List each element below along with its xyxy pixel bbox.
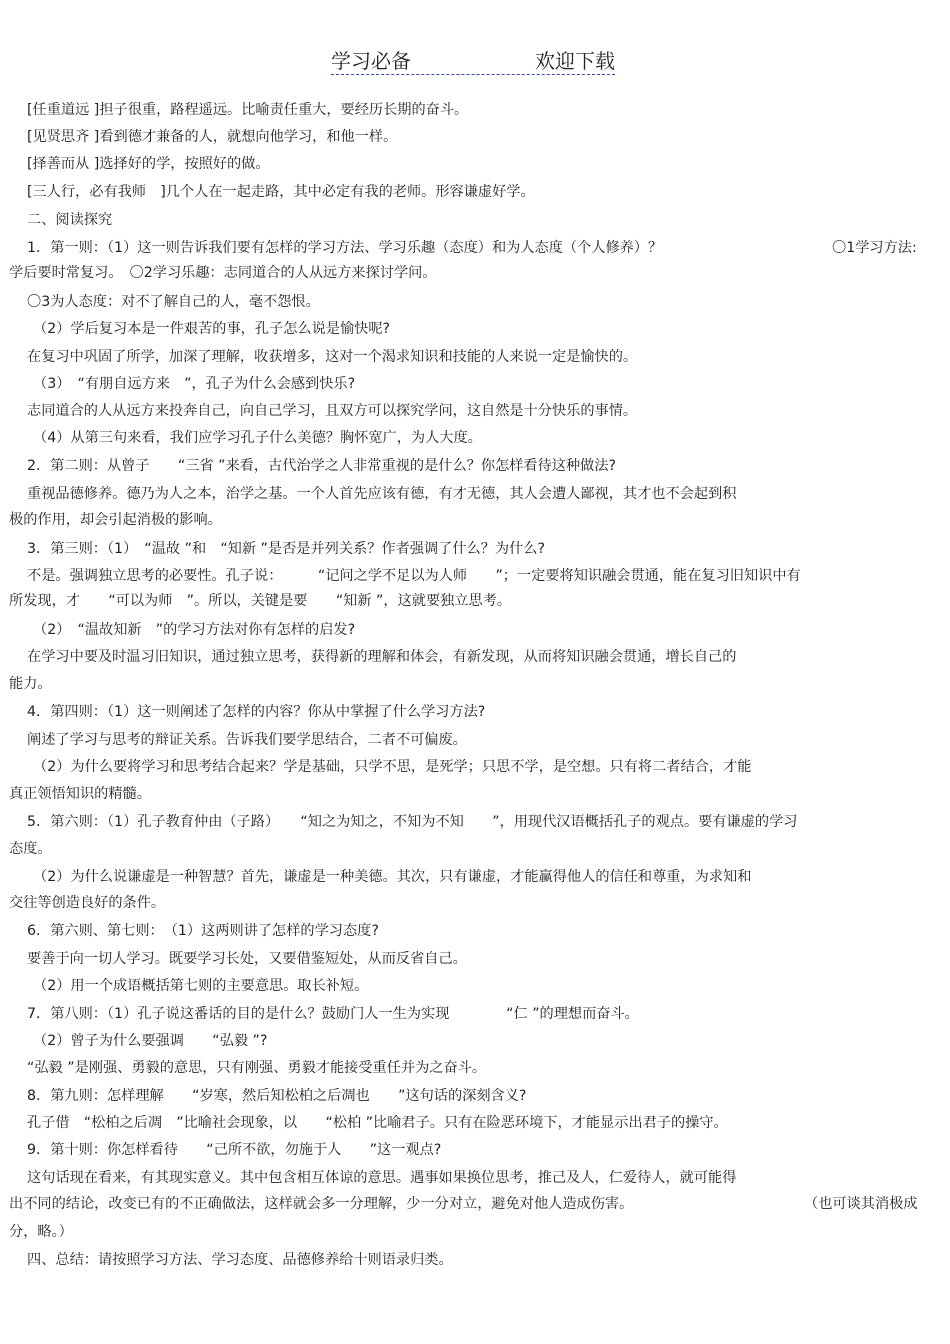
question-line: 3．第三则：（1） “温故 ”和 “知新 ”是否是并列关系？作者强调了什么？为什么?	[27, 541, 545, 557]
answer-line: 〇1学习方法:	[832, 240, 917, 256]
page-header	[331, 50, 615, 75]
question-line: 5．第六则：（1）孔子教育仲由（子路） “知之为知之，不知为不知 ”，用现代汉语概括孔子的观点。要有谦虚的学习	[27, 814, 798, 830]
question-line: （2）学后复习本是一件艰苦的事，孔子怎么说是愉快呢?	[33, 321, 391, 337]
answer-line: （也可谈其消极成	[804, 1196, 918, 1212]
answer-line: 重视品德修养。德乃为人之本，治学之基。一个人首先应该有德，有才无德，其人会遭人鄙视，其才也不会起到积	[27, 486, 737, 502]
answer-line: 孔子借 “松柏之后凋 ”比喻社会现象，以 “松柏 ”比喻君子。只有在险恶环境下，才能显示出君子的操守。	[27, 1115, 728, 1131]
answer-line: 交往等创造良好的条件。	[9, 895, 166, 911]
answer-line: 学后要时常复习。 〇2学习乐趣：志同道合的人从远方来探讨学问。	[9, 265, 437, 281]
section-heading: 二、阅读探究	[27, 212, 113, 228]
answer-line: 分，略。）	[9, 1224, 73, 1240]
answer-line: 〇3为人态度：对不了解自己的人，毫不怨恨。	[27, 294, 320, 310]
question-line: 4．第四则：（1）这一则阐述了怎样的内容？你从中掌握了什么学习方法?	[27, 704, 486, 720]
question-line: 7．第八则：（1）孔子说这番话的目的是什么？鼓励门人一生为实现 “仁 ”的理想而奋斗。	[27, 1006, 639, 1022]
answer-line: 在复习中巩固了所学，加深了理解，收获增多，这对一个渴求知识和技能的人来说一定是愉快的。	[27, 349, 638, 365]
section-heading: 四、总结：请按照学习方法、学习态度、品德修养给十则语录归类。	[27, 1252, 453, 1268]
answer-line: 这句话现在看来，有其现实意义。其中包含相互体谅的意思。遇事如果换位思考，推己及人，仁爱待人，就可能得	[27, 1170, 737, 1186]
answer-line: 真正领悟知识的精髓。	[9, 786, 151, 802]
answer-line: “弘毅 ”是刚强、勇毅的意思，只有刚强、勇毅才能接受重任并为之奋斗。	[27, 1060, 487, 1076]
question-line: （4）从第三句来看，我们应学习孔子什么美德？胸怀宽广，为人大度。	[33, 430, 482, 446]
question-line: 6．第六则、第七则： （1）这两则讲了怎样的学习态度?	[27, 923, 379, 939]
idiom-line: [三人行，必有我师 ]几个人在一起走路，其中必定有我的老师。形容谦虚好学。	[27, 184, 535, 200]
idiom-line: [择善而从 ]选择好的学，按照好的做。	[27, 156, 270, 172]
answer-line: 在学习中要及时温习旧知识，通过独立思考，获得新的理解和体会，有新发现，从而将知识融会贯通，增长自己的	[27, 649, 737, 665]
question-line: （2）为什么要将学习和思考结合起来？学是基础，只学不思，是死学；只思不学，是空想。只有将二者结合，才能	[33, 759, 752, 775]
question-line: （2）曾子为什么要强调 “弘毅 ”?	[33, 1033, 268, 1049]
idiom-line: [任重道远 ]担子很重，路程遥远。比喻责任重大，要经历长期的奋斗。	[27, 102, 469, 118]
answer-line: 极的作用，却会引起消极的影响。	[9, 512, 222, 528]
idiom-line: [见贤思齐 ]看到德才兼备的人，就想向他学习，和他一样。	[27, 129, 398, 145]
header-right-text: 欢迎下载	[535, 49, 615, 73]
question-line: 9．第十则：你怎样看待 “己所不欲，勿施于人 ”这一观点?	[27, 1142, 442, 1158]
answer-line: 所发现，才 “可以为师 ”。所以，关键是要 “知新 ”，这就要独立思考。	[9, 593, 512, 609]
question-line: （2）为什么说谦虚是一种智慧？首先，谦虚是一种美德。其次，只有谦虚，才能赢得他人的信任和尊重，为求知和	[33, 869, 752, 885]
header-left-text: 学习必备	[331, 49, 411, 73]
answer-line: 要善于向一切人学习。既要学习长处，又要借鉴短处，从而反省自己。	[27, 951, 467, 967]
answer-line: 阐述了学习与思考的辩证关系。告诉我们要学思结合，二者不可偏废。	[27, 732, 467, 748]
question-line: 1．第一则：（1）这一则告诉我们要有怎样的学习方法、学习乐趣（态度）和为人态度（个人修养）？	[27, 240, 663, 256]
answer-line: 出不同的结论，改变已有的不正确做法，这样就会多一分理解，少一分对立，避免对他人造成伤害。	[9, 1196, 634, 1212]
answer-line: 能力。	[9, 676, 52, 692]
question-line: （2）用一个成语概括第七则的主要意思。取长补短。	[33, 978, 369, 994]
answer-line: 不是。强调独立思考的必要性。孔子说： “记问之学不足以为人师 ”；一定要将知识融会贯通，能在复习旧知识中有	[27, 568, 801, 584]
question-line: （2） “温故知新 ”的学习方法对你有怎样的启发?	[33, 622, 356, 638]
answer-line: 态度。	[9, 841, 52, 857]
question-line: 8．第九则：怎样理解 “岁寒，然后知松柏之后凋也 ”这句话的深刻含义?	[27, 1088, 527, 1104]
question-line: 2．第二则：从曾子 “三省 ”来看，古代治学之人非常重视的是什么？你怎样看待这种做法?	[27, 458, 617, 474]
question-line: （3） “有朋自远方来 ”，孔子为什么会感到快乐?	[33, 376, 356, 392]
answer-line: 志同道合的人从远方来投奔自己，向自己学习，且双方可以探究学问，这自然是十分快乐的事情。	[27, 403, 638, 419]
